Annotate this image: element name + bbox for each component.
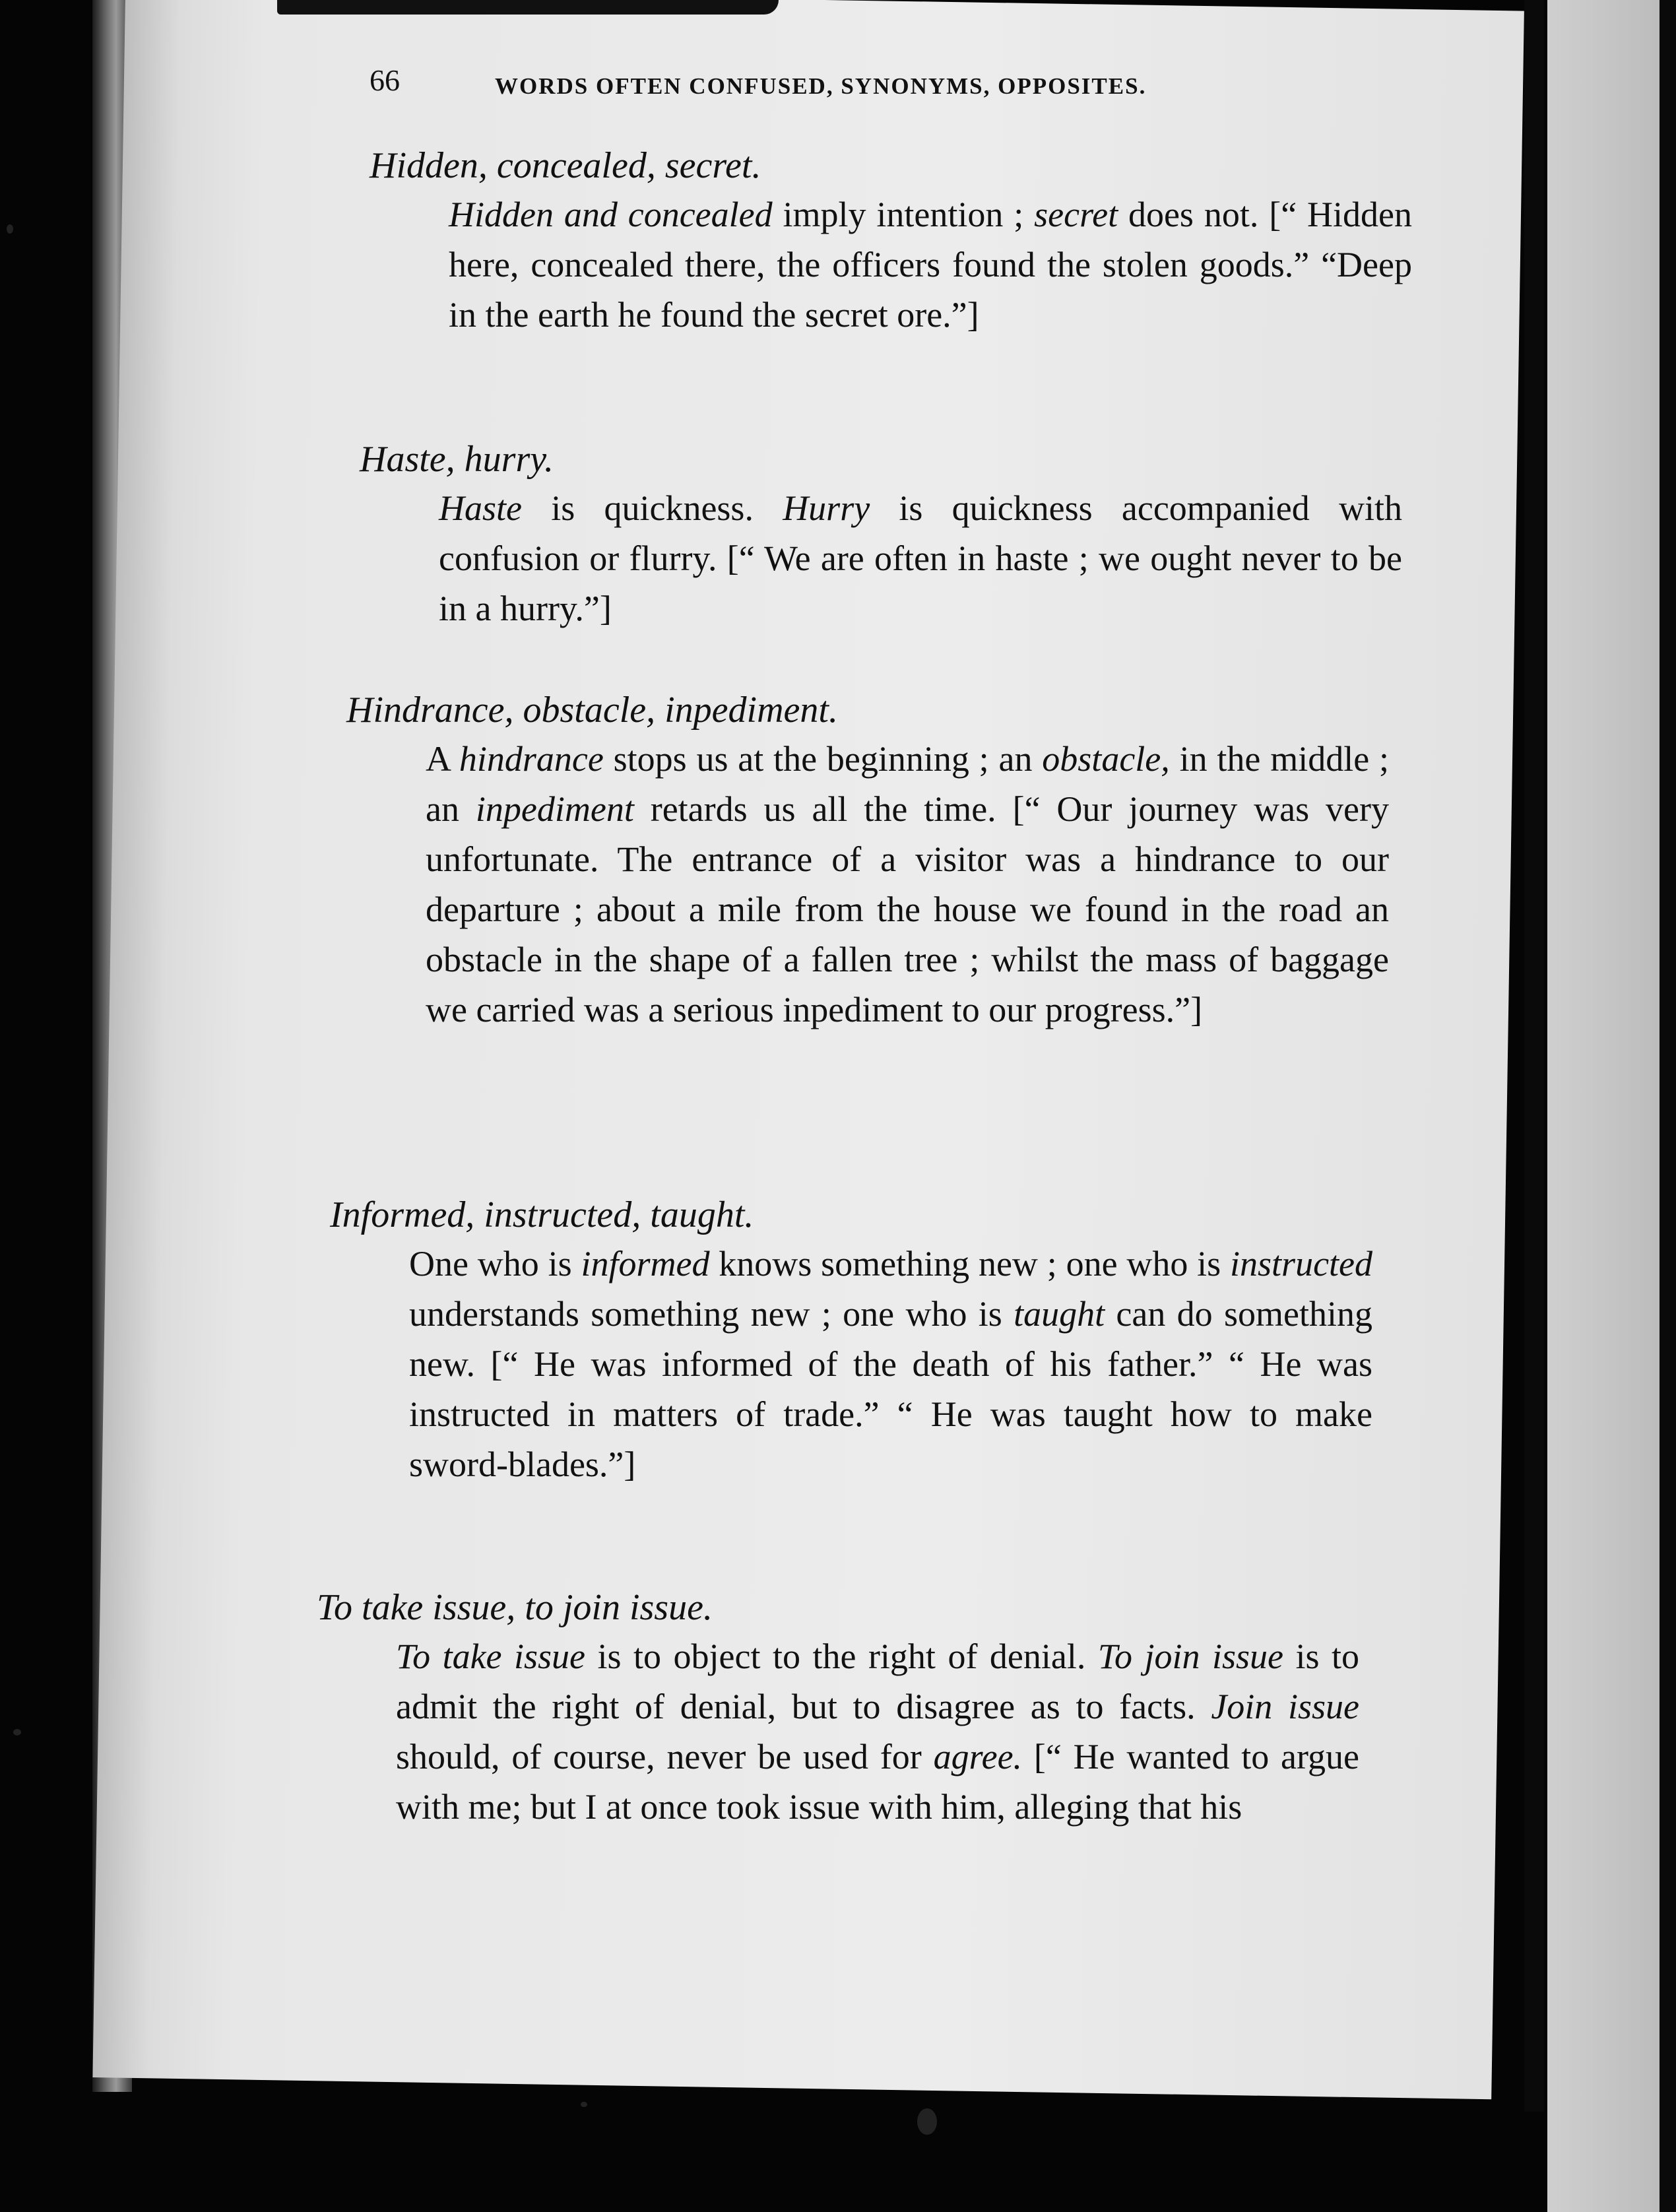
- body-text: is quickness.: [521, 488, 783, 528]
- page-header: [231, 63, 1326, 115]
- dust-mark: [13, 1729, 21, 1736]
- body-text: understands something new ; one who is: [409, 1294, 1014, 1334]
- body-text: [“ He wanted to argue with me; but I at once took issue with him, alleging that his: [396, 1737, 1360, 1827]
- page-gutter: [1524, 0, 1544, 2112]
- dust-mark: [7, 224, 13, 234]
- body-text: A: [426, 739, 459, 779]
- emphasized-term: instructed: [1230, 1244, 1373, 1284]
- entry-title: Hindrance, obstacle, inpediment.: [346, 690, 838, 731]
- running-head: WORDS OFTEN CONFUSED, SYNONYMS, OPPOSITES.: [495, 73, 1147, 99]
- entry-body: [439, 483, 1402, 634]
- entry-title: Hidden, concealed, secret.: [370, 145, 761, 186]
- scan-border-right: [1660, 0, 1676, 2212]
- entry-body: [396, 1631, 1359, 1832]
- body-text: imply intention ;: [772, 195, 1035, 234]
- body-text: One who is: [409, 1244, 581, 1284]
- emphasized-term: Join issue: [1211, 1687, 1359, 1726]
- emphasized-term: Haste: [439, 488, 522, 528]
- entry: [330, 1191, 1372, 1489]
- emphasized-term: obstacle,: [1042, 739, 1170, 779]
- top-smudge: [277, 0, 779, 15]
- facing-page-edge: [1547, 0, 1660, 2212]
- emphasized-term: Hurry: [783, 488, 870, 528]
- emphasized-term: taught: [1014, 1294, 1105, 1334]
- entry-title: To take issue, to join issue.: [317, 1587, 713, 1628]
- emphasized-term: Hidden and concealed: [449, 195, 773, 234]
- body-text: is to object to the right of denial.: [585, 1637, 1098, 1676]
- emphasized-term: To join issue: [1097, 1637, 1283, 1676]
- entry-title: Informed, instructed, taught.: [330, 1194, 754, 1235]
- entry: [346, 686, 1389, 1035]
- body-text: is quickness accompanied with confusion or flurry. [“ We are often in haste ; we ought never to be in a hurry.”]: [439, 488, 1402, 628]
- page-number: 66: [370, 63, 400, 97]
- entry: [370, 142, 1412, 340]
- emphasized-term: secret: [1034, 195, 1118, 234]
- entry: [317, 1584, 1359, 1832]
- entry-body: [426, 734, 1389, 1035]
- emphasized-term: inpediment: [475, 789, 634, 829]
- emphasized-term: agree.: [933, 1737, 1023, 1776]
- body-text: in the middle ; an: [426, 739, 1389, 829]
- emphasized-term: hindrance: [459, 739, 604, 779]
- body-text: retards us all the time. [“ Our journey was very unfortunate. The entrance of a visitor was a hindrance to our departure ; about a mile from the house we found in the road an obstacle in the shape of a fallen tree ; whilst the mass of baggage we carried was a serious inpediment to our progress.”]: [426, 789, 1389, 1029]
- body-text: stops us at the beginning ; an: [603, 739, 1043, 779]
- entry-body: [449, 189, 1412, 340]
- dust-mark: [581, 2102, 587, 2107]
- emphasized-term: To take issue: [396, 1637, 586, 1676]
- entry: [360, 436, 1402, 634]
- dust-mark: [917, 2108, 937, 2135]
- entry-title: Haste, hurry.: [360, 439, 554, 480]
- entry-body: [409, 1239, 1372, 1489]
- body-text: knows something new ; one who is: [709, 1244, 1231, 1284]
- body-text: should, of course, never be used for: [396, 1737, 934, 1776]
- body-text: does not. [“ Hidden here, concealed there, the officers found the stolen goods.” “Deep in the earth he found the secret ore.”]: [449, 195, 1413, 335]
- emphasized-term: informed: [581, 1244, 710, 1284]
- body-text: is to admit the right of denial, but to disagree as to facts.: [396, 1637, 1359, 1726]
- body-text: can do something new. [“ He was informed of the death of his father.” “ He was instructed in matters of trade.” “ He was taught how to make sword-blades.”]: [409, 1294, 1372, 1484]
